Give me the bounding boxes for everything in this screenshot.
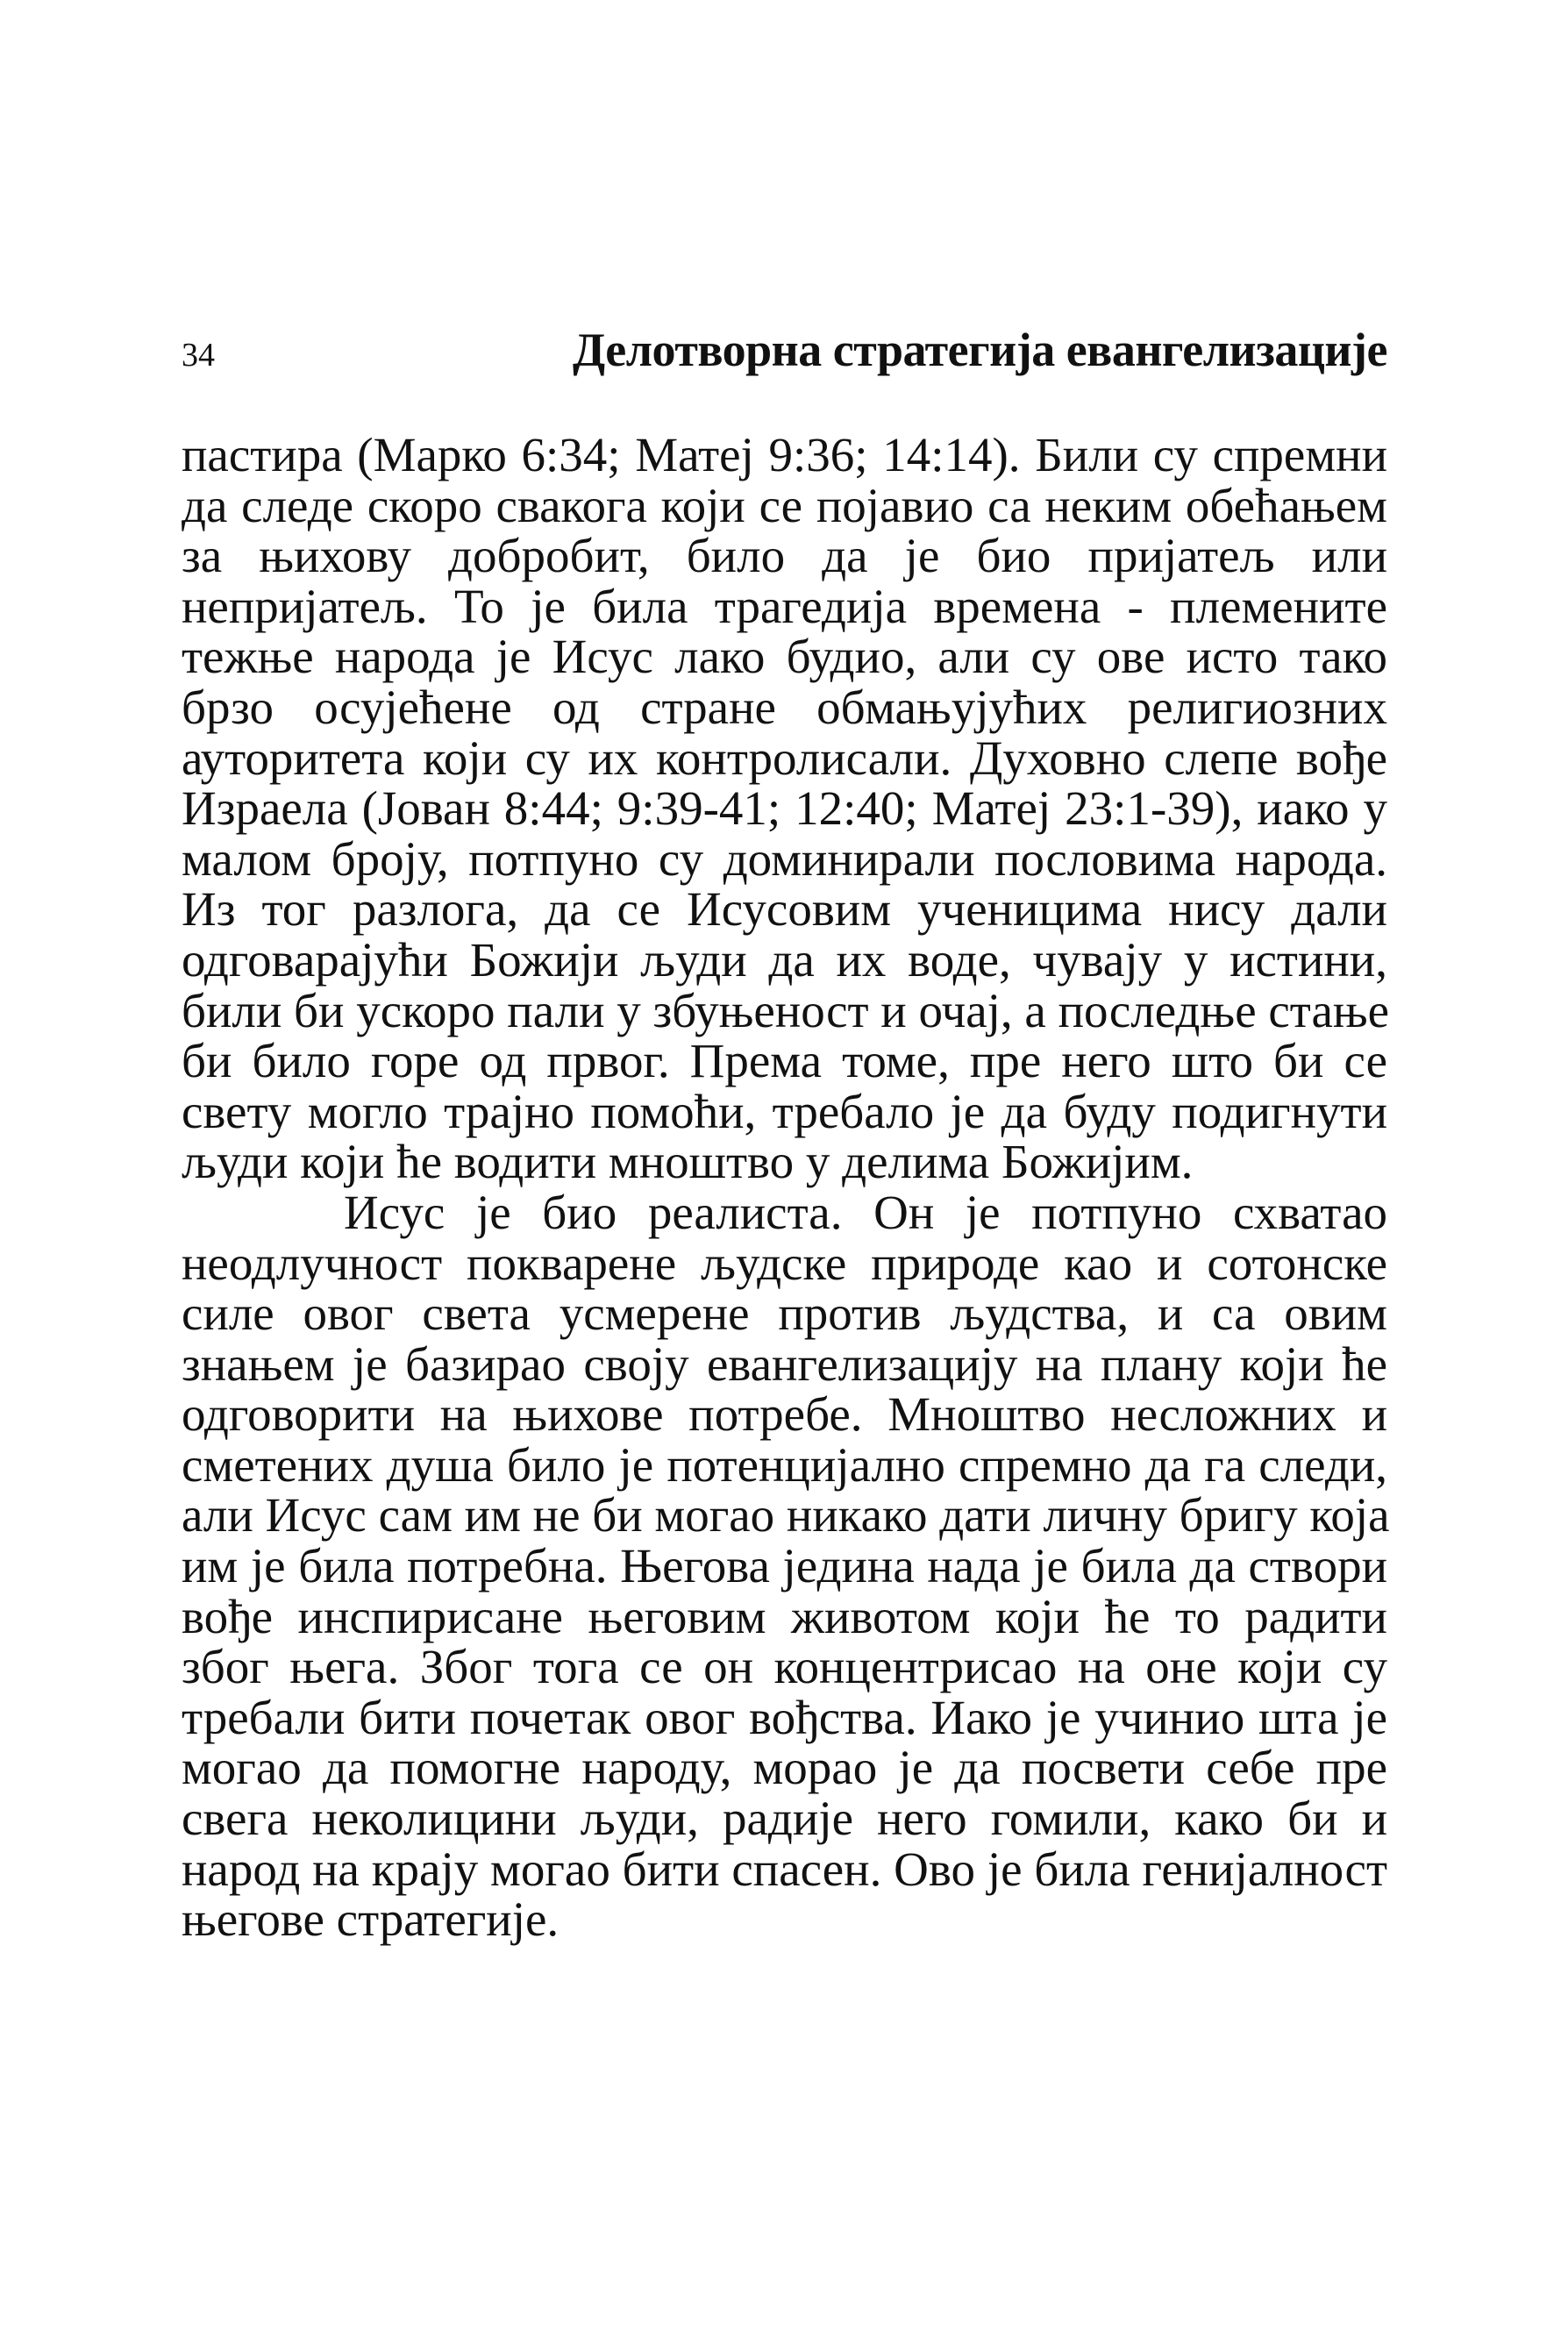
text-line: требали бити почетак овог вођства. Иако је учинио шта је (182, 1690, 1387, 1744)
text-line: неодлучност покварене људске природе као и сотонске (182, 1236, 1387, 1290)
text-line: могао да помогне народу, морао је да посвети себе пре (182, 1741, 1387, 1795)
text-line: да следе скоро свакога који се појавио са неким обећањем (182, 478, 1387, 532)
text-line: непријатељ. То је била трагедија времена - племените (182, 579, 1387, 633)
text-line: силе овог света усмерене против људства, и са овим (182, 1286, 1387, 1341)
text-line: његове стратегије. (182, 1892, 559, 1947)
text-line: малом броју, потпуно су доминирали пословима народа. (182, 831, 1387, 886)
paragraph (182, 428, 1390, 1189)
text-line: вође инспирисане његовим животом који ће то радити (182, 1589, 1387, 1643)
text-line: народ на крају могао бити спасен. Ово је била генијалност (182, 1842, 1387, 1896)
text-line: знањем је базирао своју евангелизацију на плану који ће (182, 1336, 1387, 1391)
text-line: због њега. Због тога се он концентрисао на оне који су (182, 1640, 1387, 1694)
text-line: били би ускоро пали у збуњеност и очај, а последње стање (182, 983, 1390, 1037)
text-line: али Исус сам им не би могао никако дати личну бригу која (182, 1488, 1390, 1543)
text-line: људи који ће водити мноштво у делима Божијим. (182, 1135, 1194, 1189)
text-line: Исус је био реалиста. Он је потпуно схватао (344, 1185, 1387, 1239)
text-line: пастира (Марко 6:34; Матеј 9:36; 14:14). Били су спремни (182, 428, 1387, 481)
text-line: тежње народа је Исус лако будио, али су ове исто тако (182, 630, 1387, 684)
text-line: ауторитета који су их контролисали. Духовно слепе вође (182, 730, 1387, 785)
page-header (182, 326, 1387, 388)
text-line: свега неколицини људи, радије него гомили, како би и (182, 1792, 1387, 1846)
paragraph (182, 1185, 1390, 1947)
running-title: Делотворна стратегија евангелизације (572, 324, 1387, 376)
page-number: 34 (182, 337, 215, 374)
text-line: одговорити на њихове потребе. Мноштво несложних и (182, 1387, 1387, 1442)
text-line: за њихову добробит, било да је био пријатељ или (182, 529, 1387, 583)
text-line: брзо осујећене од стране обмањујућих религиозних (182, 680, 1387, 734)
text-line: свету могло трајно помоћи, требало је да буду подигнути (182, 1084, 1387, 1138)
body-text (182, 428, 1390, 1947)
text-line: би било горе од првог. Према томе, пре него што би се (182, 1034, 1387, 1088)
text-line: Из тог разлога, да се Исусовим ученицима нису дали (182, 882, 1387, 937)
text-line: сметених душа било је потенцијално спремно да га следи, (182, 1437, 1387, 1492)
text-line: им је била потребна. Његова једина нада је била да створи (182, 1539, 1387, 1593)
text-line: Израела (Јован 8:44; 9:39-41; 12:40; Матеј 23:1-39), иако у (182, 781, 1387, 836)
text-line: одговарајући Божији људи да их воде, чувају у истини, (182, 932, 1387, 987)
